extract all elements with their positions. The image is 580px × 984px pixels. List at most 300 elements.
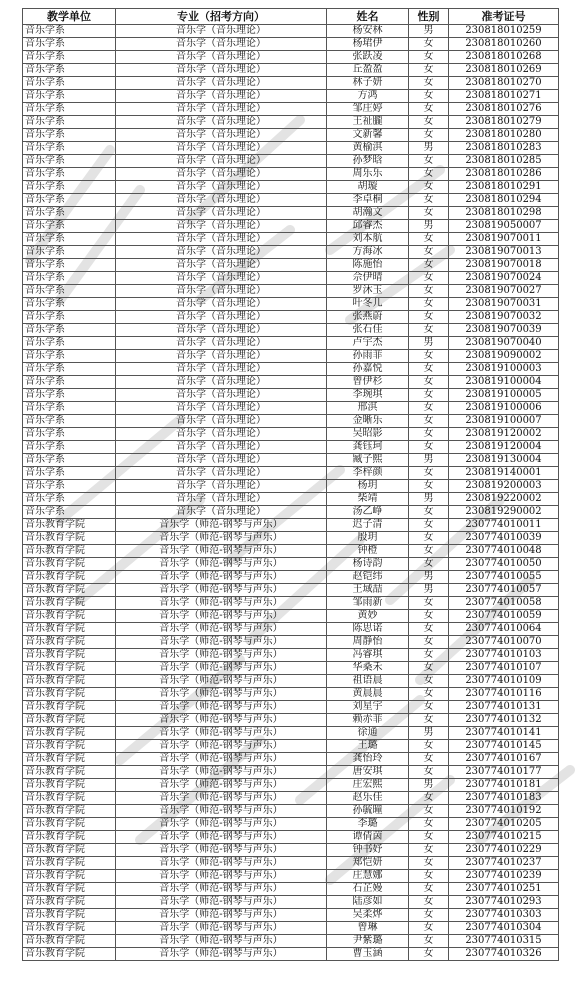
cell-unit: 音乐教育学院 [23,727,116,740]
cell-unit: 音乐教育学院 [23,779,116,792]
header-name: 姓名 [327,9,409,25]
cell-student-name: 柴靖 [327,493,409,506]
cell-exam-id: 230819070032 [449,311,559,324]
cell-unit: 音乐教育学院 [23,519,116,532]
cell-unit: 音乐学系 [23,155,116,168]
cell-gender: 女 [409,792,449,805]
cell-exam-id: 230774010303 [449,909,559,922]
table-row [23,766,559,779]
cell-gender: 女 [409,155,449,168]
cell-student-name: 汤乙峥 [327,506,409,519]
cell-gender: 女 [409,376,449,389]
cell-exam-id: 230774010326 [449,948,559,961]
cell-gender: 女 [409,532,449,545]
cell-student-name: 杨诗韵 [327,558,409,571]
cell-major: 音乐学（音乐理论） [116,350,327,363]
cell-gender: 女 [409,428,449,441]
cell-major: 音乐学（音乐理论） [116,285,327,298]
cell-gender: 女 [409,285,449,298]
cell-student-name: 文新馨 [327,129,409,142]
cell-unit: 音乐学系 [23,480,116,493]
cell-major: 音乐学（音乐理论） [116,506,327,519]
cell-gender: 女 [409,662,449,675]
cell-exam-id: 230774010229 [449,844,559,857]
table-body [23,25,559,961]
cell-major: 音乐学（师范-钢琴与声乐） [116,896,327,909]
cell-major: 音乐学（音乐理论） [116,441,327,454]
cell-unit: 音乐教育学院 [23,935,116,948]
cell-unit: 音乐学系 [23,389,116,402]
cell-exam-id: 230774010064 [449,623,559,636]
cell-exam-id: 230819100005 [449,389,559,402]
cell-gender: 女 [409,324,449,337]
table-row [23,324,559,337]
table-row [23,740,559,753]
table-row [23,519,559,532]
table-row [23,51,559,64]
cell-gender: 女 [409,194,449,207]
cell-unit: 音乐学系 [23,285,116,298]
cell-exam-id: 230819200003 [449,480,559,493]
table-row [23,753,559,766]
table-row [23,467,559,480]
cell-unit: 音乐教育学院 [23,844,116,857]
table-row [23,844,559,857]
cell-major: 音乐学（音乐理论） [116,363,327,376]
table-row [23,584,559,597]
cell-exam-id: 230819100006 [449,402,559,415]
cell-exam-id: 230819120004 [449,441,559,454]
cell-exam-id: 230774010192 [449,805,559,818]
cell-unit: 音乐学系 [23,441,116,454]
cell-major: 音乐学（师范-钢琴与声乐） [116,766,327,779]
cell-unit: 音乐学系 [23,129,116,142]
cell-gender: 女 [409,480,449,493]
cell-gender: 女 [409,389,449,402]
cell-gender: 女 [409,870,449,883]
cell-gender: 男 [409,727,449,740]
cell-exam-id: 230818010280 [449,129,559,142]
cell-student-name: 曾伊杉 [327,376,409,389]
table-row [23,662,559,675]
cell-exam-id: 230819220002 [449,493,559,506]
table-row [23,220,559,233]
cell-exam-id: 230818010283 [449,142,559,155]
cell-unit: 音乐教育学院 [23,714,116,727]
cell-exam-id: 230819100004 [449,376,559,389]
cell-student-name: 吴柔烨 [327,909,409,922]
cell-major: 音乐学（音乐理论） [116,207,327,220]
cell-major: 音乐学（师范-钢琴与声乐） [116,584,327,597]
cell-student-name: 杨安林 [327,25,409,38]
cell-exam-id: 230774010109 [449,675,559,688]
table-row [23,285,559,298]
cell-unit: 音乐学系 [23,246,116,259]
cell-exam-id: 230818010269 [449,64,559,77]
cell-unit: 音乐教育学院 [23,545,116,558]
cell-major: 音乐学（音乐理论） [116,194,327,207]
cell-major: 音乐学（师范-钢琴与声乐） [116,701,327,714]
table-row [23,831,559,844]
cell-unit: 音乐学系 [23,298,116,311]
cell-student-name: 冯睿琪 [327,649,409,662]
cell-exam-id: 230819050007 [449,220,559,233]
table-row [23,571,559,584]
cell-student-name: 曹玉涵 [327,948,409,961]
cell-unit: 音乐学系 [23,233,116,246]
cell-gender: 女 [409,636,449,649]
cell-exam-id: 230774010145 [449,740,559,753]
cell-student-name: 徐通 [327,727,409,740]
header-unit: 教学单位 [23,9,116,25]
cell-gender: 女 [409,610,449,623]
cell-unit: 音乐学系 [23,207,116,220]
cell-unit: 音乐学系 [23,324,116,337]
table-row [23,649,559,662]
cell-student-name: 叶冬儿 [327,298,409,311]
cell-unit: 音乐学系 [23,168,116,181]
cell-major: 音乐学（音乐理论） [116,103,327,116]
cell-exam-id: 230819140001 [449,467,559,480]
cell-major: 音乐学（音乐理论） [116,220,327,233]
table-row [23,64,559,77]
cell-student-name: 谭倩茵 [327,831,409,844]
cell-unit: 音乐教育学院 [23,766,116,779]
cell-exam-id: 230819070018 [449,259,559,272]
cell-major: 音乐学（音乐理论） [116,389,327,402]
cell-exam-id: 230818010298 [449,207,559,220]
cell-exam-id: 230819090002 [449,350,559,363]
table-row [23,246,559,259]
cell-unit: 音乐教育学院 [23,623,116,636]
cell-gender: 女 [409,688,449,701]
cell-student-name: 曾琳 [327,922,409,935]
cell-gender: 男 [409,142,449,155]
cell-unit: 音乐学系 [23,467,116,480]
cell-student-name: 龚钰珂 [327,441,409,454]
header-gender: 性别 [409,9,449,25]
cell-exam-id: 230774010183 [449,792,559,805]
table-row [23,636,559,649]
cell-unit: 音乐教育学院 [23,662,116,675]
cell-exam-id: 230818010285 [449,155,559,168]
cell-unit: 音乐学系 [23,493,116,506]
table-row [23,597,559,610]
cell-unit: 音乐学系 [23,90,116,103]
cell-exam-id: 230819100003 [449,363,559,376]
cell-major: 音乐学（音乐理论） [116,376,327,389]
cell-gender: 女 [409,753,449,766]
cell-student-name: 庄慧娜 [327,870,409,883]
cell-student-name: 张跃凌 [327,51,409,64]
cell-exam-id: 230774010205 [449,818,559,831]
cell-major: 音乐学（音乐理论） [116,259,327,272]
cell-gender: 男 [409,337,449,350]
cell-unit: 音乐教育学院 [23,896,116,909]
cell-unit: 音乐教育学院 [23,857,116,870]
table-row [23,610,559,623]
cell-major: 音乐学（师范-钢琴与声乐） [116,727,327,740]
cell-student-name: 胡璇 [327,181,409,194]
cell-exam-id: 230818010259 [449,25,559,38]
cell-major: 音乐学（音乐理论） [116,64,327,77]
cell-student-name: 迟子清 [327,519,409,532]
cell-unit: 音乐学系 [23,194,116,207]
table-row [23,493,559,506]
table-row [23,25,559,38]
cell-exam-id: 230774010103 [449,649,559,662]
cell-major: 音乐学（音乐理论） [116,298,327,311]
cell-gender: 女 [409,38,449,51]
table-row [23,38,559,51]
cell-gender: 女 [409,233,449,246]
cell-student-name: 胡瀚文 [327,207,409,220]
cell-student-name: 张石佳 [327,324,409,337]
cell-student-name: 庄宏熙 [327,779,409,792]
cell-major: 音乐学（师范-钢琴与声乐） [116,870,327,883]
cell-unit: 音乐教育学院 [23,792,116,805]
cell-gender: 女 [409,519,449,532]
cell-gender: 女 [409,883,449,896]
cell-student-name: 李卓桐 [327,194,409,207]
cell-gender: 女 [409,948,449,961]
cell-student-name: 唐安琪 [327,766,409,779]
cell-major: 音乐学（音乐理论） [116,311,327,324]
cell-exam-id: 230774010059 [449,610,559,623]
cell-major: 音乐学（师范-钢琴与声乐） [116,844,327,857]
cell-major: 音乐学（师范-钢琴与声乐） [116,649,327,662]
table-row [23,181,559,194]
cell-major: 音乐学（师范-钢琴与声乐） [116,792,327,805]
cell-exam-id: 230774010181 [449,779,559,792]
table-row [23,727,559,740]
cell-gender: 女 [409,896,449,909]
cell-gender: 女 [409,168,449,181]
cell-unit: 音乐学系 [23,376,116,389]
cell-exam-id: 230774010132 [449,714,559,727]
cell-student-name: 佘伊晴 [327,272,409,285]
cell-gender: 男 [409,584,449,597]
cell-exam-id: 230774010237 [449,857,559,870]
table-row [23,701,559,714]
table-row [23,77,559,90]
cell-student-name: 李璐 [327,818,409,831]
cell-unit: 音乐教育学院 [23,571,116,584]
cell-exam-id: 230818010268 [449,51,559,64]
cell-unit: 音乐学系 [23,64,116,77]
cell-major: 音乐学（音乐理论） [116,493,327,506]
cell-exam-id: 230774010304 [449,922,559,935]
header-major: 专业（招考方向） [116,9,327,25]
cell-student-name: 方鸿 [327,90,409,103]
cell-student-name: 华桑禾 [327,662,409,675]
cell-exam-id: 230774010167 [449,753,559,766]
cell-exam-id: 230774010050 [449,558,559,571]
cell-student-name: 孙嘉悦 [327,363,409,376]
table-row [23,857,559,870]
cell-student-name: 金晰乐 [327,415,409,428]
cell-unit: 音乐学系 [23,350,116,363]
cell-student-name: 钟书妤 [327,844,409,857]
cell-exam-id: 230819120002 [449,428,559,441]
table-row [23,116,559,129]
cell-unit: 音乐教育学院 [23,831,116,844]
cell-major: 音乐学（师范-钢琴与声乐） [116,883,327,896]
cell-student-name: 尹紫璐 [327,935,409,948]
cell-unit: 音乐教育学院 [23,701,116,714]
cell-exam-id: 230774010070 [449,636,559,649]
cell-student-name: 黄榆淇 [327,142,409,155]
cell-exam-id: 230819070024 [449,272,559,285]
cell-major: 音乐学（师范-钢琴与声乐） [116,922,327,935]
cell-student-name: 祖语晨 [327,675,409,688]
cell-gender: 女 [409,649,449,662]
table-row [23,168,559,181]
cell-gender: 女 [409,77,449,90]
cell-unit: 音乐教育学院 [23,883,116,896]
cell-unit: 音乐教育学院 [23,870,116,883]
cell-student-name: 孙毓曈 [327,805,409,818]
cell-exam-id: 230819070011 [449,233,559,246]
cell-major: 音乐学（音乐理论） [116,155,327,168]
cell-major: 音乐学（音乐理论） [116,272,327,285]
cell-student-name: 周静怡 [327,636,409,649]
cell-gender: 女 [409,90,449,103]
table-row [23,207,559,220]
cell-unit: 音乐学系 [23,506,116,519]
table-row [23,259,559,272]
cell-unit: 音乐教育学院 [23,805,116,818]
admission-list-page [22,8,558,961]
table-row [23,688,559,701]
cell-student-name: 张燕蔚 [327,311,409,324]
cell-exam-id: 230774010116 [449,688,559,701]
table-row [23,90,559,103]
cell-student-name: 杨玥 [327,480,409,493]
table-row [23,909,559,922]
cell-student-name: 郑恺妍 [327,857,409,870]
cell-gender: 女 [409,441,449,454]
cell-exam-id: 230818010270 [449,77,559,90]
cell-unit: 音乐学系 [23,38,116,51]
table-row [23,870,559,883]
cell-student-name: 赵乐佳 [327,792,409,805]
cell-unit: 音乐教育学院 [23,948,116,961]
cell-major: 音乐学（音乐理论） [116,480,327,493]
cell-unit: 音乐教育学院 [23,558,116,571]
table-row [23,363,559,376]
cell-exam-id: 230774010107 [449,662,559,675]
table-row [23,142,559,155]
cell-gender: 男 [409,220,449,233]
cell-unit: 音乐学系 [23,51,116,64]
cell-student-name: 李梓颜 [327,467,409,480]
table-row [23,792,559,805]
table-row [23,714,559,727]
cell-gender: 女 [409,350,449,363]
cell-major: 音乐学（师范-钢琴与声乐） [116,532,327,545]
cell-gender: 女 [409,363,449,376]
cell-exam-id: 230774010215 [449,831,559,844]
cell-major: 音乐学（音乐理论） [116,181,327,194]
table-row [23,623,559,636]
table-row [23,558,559,571]
cell-unit: 音乐学系 [23,402,116,415]
cell-exam-id: 230774010055 [449,571,559,584]
cell-student-name: 黄晨晨 [327,688,409,701]
table-row [23,428,559,441]
cell-exam-id: 230819070013 [449,246,559,259]
cell-gender: 女 [409,103,449,116]
cell-exam-id: 230774010239 [449,870,559,883]
cell-major: 音乐学（音乐理论） [116,25,327,38]
cell-exam-id: 230774010048 [449,545,559,558]
cell-gender: 女 [409,129,449,142]
cell-exam-id: 230819070027 [449,285,559,298]
cell-exam-id: 230774010293 [449,896,559,909]
cell-gender: 女 [409,246,449,259]
cell-major: 音乐学（音乐理论） [116,129,327,142]
cell-major: 音乐学（音乐理论） [116,168,327,181]
cell-student-name: 石芷嫚 [327,883,409,896]
cell-gender: 女 [409,298,449,311]
cell-student-name: 陈施怡 [327,259,409,272]
cell-major: 音乐学（师范-钢琴与声乐） [116,935,327,948]
cell-exam-id: 230819100007 [449,415,559,428]
cell-student-name: 赵铠纬 [327,571,409,584]
cell-student-name: 黄妙 [327,610,409,623]
table-row [23,311,559,324]
cell-exam-id: 230774010058 [449,597,559,610]
table-row [23,883,559,896]
cell-unit: 音乐教育学院 [23,688,116,701]
cell-unit: 音乐学系 [23,259,116,272]
cell-student-name: 邢淇 [327,402,409,415]
table-row [23,805,559,818]
cell-student-name: 邹庄婷 [327,103,409,116]
table-row [23,441,559,454]
cell-major: 音乐学（师范-钢琴与声乐） [116,675,327,688]
cell-exam-id: 230774010057 [449,584,559,597]
cell-gender: 男 [409,571,449,584]
cell-gender: 女 [409,51,449,64]
cell-major: 音乐学（师范-钢琴与声乐） [116,597,327,610]
cell-student-name: 龚怡玲 [327,753,409,766]
cell-major: 音乐学（师范-钢琴与声乐） [116,662,327,675]
table-row [23,129,559,142]
cell-major: 音乐学（音乐理论） [116,90,327,103]
cell-student-name: 王祉朧 [327,116,409,129]
cell-exam-id: 230774010039 [449,532,559,545]
cell-student-name: 周乐乐 [327,168,409,181]
cell-major: 音乐学（音乐理论） [116,428,327,441]
cell-student-name: 卢宇杰 [327,337,409,350]
cell-major: 音乐学（师范-钢琴与声乐） [116,909,327,922]
cell-exam-id: 230819130004 [449,454,559,467]
table-row [23,545,559,558]
header-exam-id: 准考证号 [449,9,559,25]
cell-unit: 音乐教育学院 [23,532,116,545]
cell-gender: 女 [409,506,449,519]
table-row [23,532,559,545]
cell-unit: 音乐学系 [23,25,116,38]
cell-unit: 音乐学系 [23,428,116,441]
cell-major: 音乐学（师范-钢琴与声乐） [116,623,327,636]
table-row [23,935,559,948]
cell-major: 音乐学（师范-钢琴与声乐） [116,831,327,844]
cell-gender: 女 [409,701,449,714]
cell-student-name: 杨珺伊 [327,38,409,51]
